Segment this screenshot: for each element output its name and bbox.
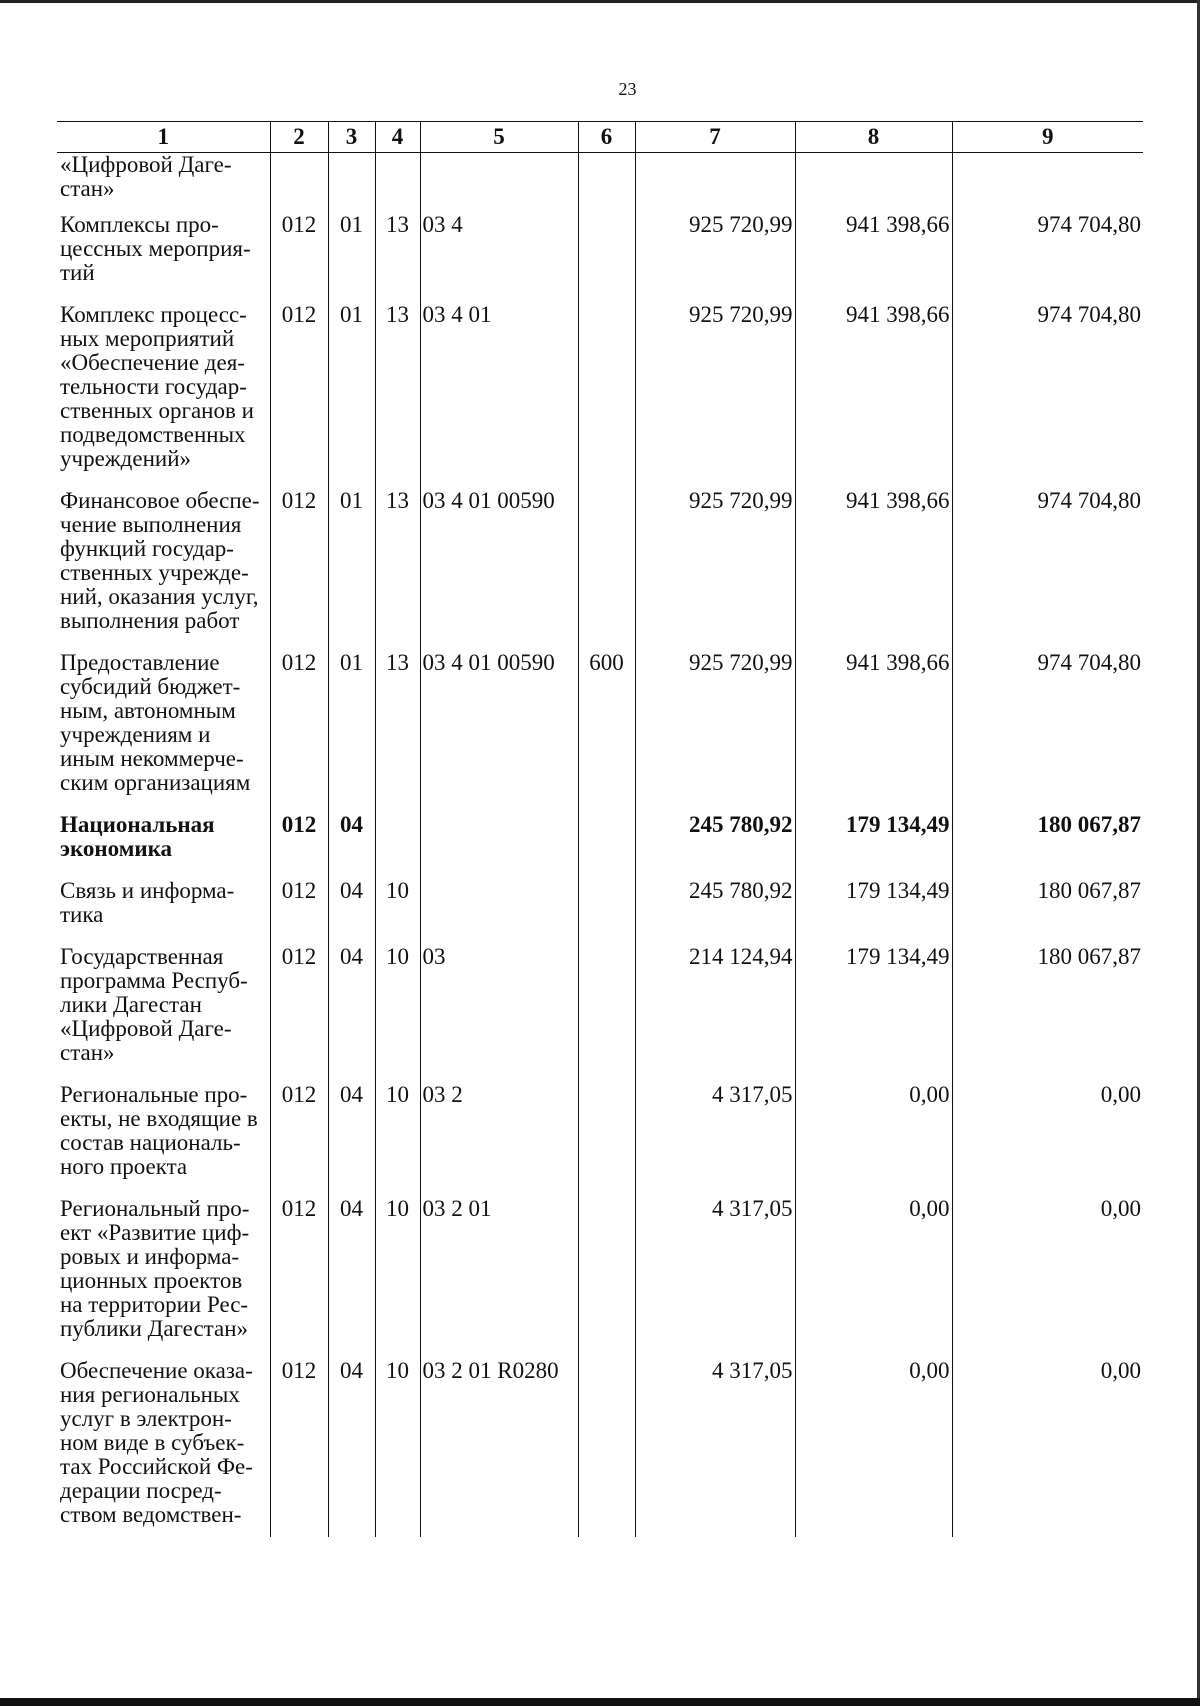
amount-col7-cell bbox=[635, 153, 795, 213]
amount-col7-cell: 925 720,99 bbox=[635, 489, 795, 651]
scan-bottom-edge bbox=[0, 1698, 1200, 1706]
amount-col7-cell: 925 720,99 bbox=[635, 651, 795, 813]
table-row bbox=[57, 813, 1143, 879]
amount-col9-cell: 974 704,80 bbox=[952, 651, 1143, 813]
table-row bbox=[57, 213, 1143, 303]
row-name-cell: Региональный про- ект «Развитие циф- ровых и информа- ционных проектов на территории Рес- публики Дагестан» bbox=[60, 1195, 250, 1341]
table-row bbox=[57, 651, 1143, 813]
header-col-7: 7 bbox=[635, 122, 795, 153]
code-admin-cell: 012 bbox=[270, 945, 328, 1083]
code-section-cell: 01 bbox=[328, 303, 375, 489]
code-section-cell: 01 bbox=[328, 651, 375, 813]
code-admin-cell: 012 bbox=[270, 1197, 328, 1359]
page-number: 23 bbox=[618, 79, 637, 99]
table-row bbox=[57, 879, 1143, 945]
header-col-6: 6 bbox=[578, 122, 635, 153]
code-expense-type-cell bbox=[578, 879, 635, 945]
table-row bbox=[57, 1083, 1143, 1197]
header-col-1: 1 bbox=[57, 122, 270, 153]
amount-col7-cell: 925 720,99 bbox=[635, 303, 795, 489]
code-expense-type-cell bbox=[578, 489, 635, 651]
code-expense-type-cell: 600 bbox=[578, 651, 635, 813]
code-section-cell: 04 bbox=[328, 813, 375, 879]
header-col-5: 5 bbox=[420, 122, 578, 153]
code-subsection-cell: 10 bbox=[375, 1197, 420, 1359]
header-col-8: 8 bbox=[795, 122, 952, 153]
table-row bbox=[57, 945, 1143, 1083]
amount-col7-cell: 925 720,99 bbox=[635, 213, 795, 303]
code-expense-type-cell bbox=[578, 1359, 635, 1537]
code-subsection-cell: 13 bbox=[375, 213, 420, 303]
amount-col9-cell: 180 067,87 bbox=[952, 945, 1143, 1083]
code-admin-cell: 012 bbox=[270, 651, 328, 813]
amount-col8-cell: 941 398,66 bbox=[795, 651, 952, 813]
code-expense-type-cell bbox=[578, 813, 635, 879]
code-subsection-cell: 13 bbox=[375, 651, 420, 813]
code-target-article-cell bbox=[420, 813, 578, 879]
amount-col7-cell: 4 317,05 bbox=[635, 1359, 795, 1537]
table-body bbox=[57, 153, 1143, 1537]
code-subsection-cell bbox=[375, 813, 420, 879]
table-row bbox=[57, 489, 1143, 651]
code-section-cell: 04 bbox=[328, 945, 375, 1083]
code-section-cell: 04 bbox=[328, 1197, 375, 1359]
code-subsection-cell: 13 bbox=[375, 303, 420, 489]
code-expense-type-cell bbox=[578, 213, 635, 303]
table-row bbox=[57, 1197, 1143, 1359]
scan-top-edge bbox=[0, 0, 1200, 3]
amount-col9-cell bbox=[952, 153, 1143, 213]
code-expense-type-cell bbox=[578, 303, 635, 489]
code-expense-type-cell bbox=[578, 153, 635, 213]
table-row bbox=[57, 1359, 1143, 1537]
row-name-cell: Предоставление субсидий бюджет- ным, автономным учреждениям и иным некоммерче- ским организациям bbox=[60, 649, 251, 795]
amount-col8-cell: 941 398,66 bbox=[795, 489, 952, 651]
code-admin-cell: 012 bbox=[270, 303, 328, 489]
amount-col8-cell: 0,00 bbox=[795, 1083, 952, 1197]
budget-table bbox=[57, 121, 1143, 1537]
amount-col9-cell: 0,00 bbox=[952, 1197, 1143, 1359]
code-subsection-cell: 10 bbox=[375, 945, 420, 1083]
amount-col7-cell: 4 317,05 bbox=[635, 1083, 795, 1197]
row-name-cell: Региональные про- екты, не входящие в состав националь- ного проекта bbox=[60, 1081, 258, 1179]
code-admin-cell bbox=[270, 153, 328, 213]
amount-col7-cell: 214 124,94 bbox=[635, 945, 795, 1083]
code-section-cell: 04 bbox=[328, 1083, 375, 1197]
code-admin-cell: 012 bbox=[270, 213, 328, 303]
code-admin-cell: 012 bbox=[270, 1359, 328, 1537]
table-row bbox=[57, 153, 1143, 213]
code-section-cell: 01 bbox=[328, 489, 375, 651]
code-target-article-cell: 03 2 bbox=[420, 1083, 578, 1197]
row-name-cell: Государственная программа Респуб- лики Дагестан «Цифровой Даге- стан» bbox=[60, 943, 248, 1065]
amount-col9-cell: 180 067,87 bbox=[952, 813, 1143, 879]
amount-col9-cell: 0,00 bbox=[952, 1359, 1143, 1537]
amount-col8-cell: 179 134,49 bbox=[795, 813, 952, 879]
row-name-cell: Финансовое обеспе- чение выполнения функций государ- ственных учрежде- ний, оказания услуг, выполнения работ bbox=[60, 487, 260, 633]
code-expense-type-cell bbox=[578, 945, 635, 1083]
amount-col7-cell: 245 780,92 bbox=[635, 879, 795, 945]
amount-col8-cell: 179 134,49 bbox=[795, 945, 952, 1083]
code-admin-cell: 012 bbox=[270, 489, 328, 651]
header-col-3: 3 bbox=[328, 122, 375, 153]
code-target-article-cell: 03 4 bbox=[420, 213, 578, 303]
code-target-article-cell: 03 4 01 00590 bbox=[420, 651, 578, 813]
row-name-cell: Комплексы про- цессных мероприя- тий bbox=[60, 211, 251, 285]
amount-col9-cell: 974 704,80 bbox=[952, 489, 1143, 651]
code-target-article-cell: 03 4 01 00590 bbox=[420, 489, 578, 651]
amount-col8-cell: 0,00 bbox=[795, 1197, 952, 1359]
code-section-cell: 01 bbox=[328, 213, 375, 303]
code-target-article-cell: 03 bbox=[420, 945, 578, 1083]
code-subsection-cell: 13 bbox=[375, 489, 420, 651]
table-row bbox=[57, 303, 1143, 489]
code-target-article-cell bbox=[420, 153, 578, 213]
row-name-cell: Связь и информа- тика bbox=[60, 877, 235, 927]
amount-col8-cell: 0,00 bbox=[795, 1359, 952, 1537]
amount-col8-cell: 941 398,66 bbox=[795, 303, 952, 489]
amount-col7-cell: 4 317,05 bbox=[635, 1197, 795, 1359]
amount-col8-cell: 179 134,49 bbox=[795, 879, 952, 945]
amount-col9-cell: 974 704,80 bbox=[952, 303, 1143, 489]
code-expense-type-cell bbox=[578, 1083, 635, 1197]
header-col-9: 9 bbox=[952, 122, 1143, 153]
row-name-cell: Обеспечение оказа- ния региональных услуг в электрон- ном виде в субъек- тах Российской Фе- дерации посред- ством ведомствен- bbox=[60, 1357, 253, 1527]
code-target-article-cell bbox=[420, 879, 578, 945]
header-col-4: 4 bbox=[375, 122, 420, 153]
code-target-article-cell: 03 2 01 bbox=[420, 1197, 578, 1359]
code-target-article-cell: 03 2 01 R0280 bbox=[420, 1359, 578, 1537]
amount-col8-cell bbox=[795, 153, 952, 213]
code-section-cell: 04 bbox=[328, 879, 375, 945]
code-subsection-cell: 10 bbox=[375, 1359, 420, 1537]
amount-col9-cell: 974 704,80 bbox=[952, 213, 1143, 303]
code-section-cell: 04 bbox=[328, 1359, 375, 1537]
amount-col7-cell: 245 780,92 bbox=[635, 813, 795, 879]
code-admin-cell: 012 bbox=[270, 879, 328, 945]
header-col-2: 2 bbox=[270, 122, 328, 153]
code-subsection-cell: 10 bbox=[375, 879, 420, 945]
code-section-cell bbox=[328, 153, 375, 213]
amount-col9-cell: 0,00 bbox=[952, 1083, 1143, 1197]
row-name-cell: «Цифровой Даге- стан» bbox=[60, 152, 232, 201]
code-target-article-cell: 03 4 01 bbox=[420, 303, 578, 489]
code-expense-type-cell bbox=[578, 1197, 635, 1359]
row-name-cell: Национальная экономика bbox=[60, 811, 215, 861]
amount-col9-cell: 180 067,87 bbox=[952, 879, 1143, 945]
row-name-cell: Комплекс процесс- ных мероприятий «Обеспечение дея- тельности государ- ственных органов и подведомственных учреждений» bbox=[60, 301, 254, 471]
table-header-row bbox=[57, 122, 1143, 153]
code-admin-cell: 012 bbox=[270, 1083, 328, 1197]
code-subsection-cell: 10 bbox=[375, 1083, 420, 1197]
amount-col8-cell: 941 398,66 bbox=[795, 213, 952, 303]
code-admin-cell: 012 bbox=[270, 813, 328, 879]
code-subsection-cell bbox=[375, 153, 420, 213]
